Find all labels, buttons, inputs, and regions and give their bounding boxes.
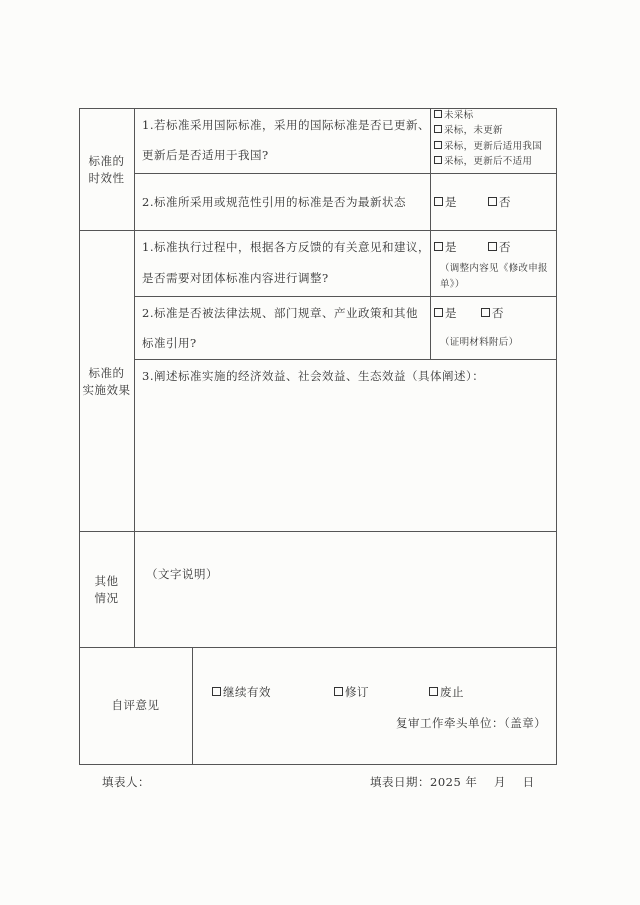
no-label: 否 <box>492 306 504 320</box>
table-top-border <box>79 108 557 109</box>
s4-seal-text: 复审工作牵头单位：（盖章） <box>396 716 547 730</box>
s1-option-not-adopted[interactable] <box>434 109 473 123</box>
s4-opt-continue[interactable] <box>212 684 271 700</box>
section4-label: 自评意见 <box>111 698 160 712</box>
s2-question-1: 1.标准执行过程中，根据各方反馈的有关意见和建议， <box>142 240 430 254</box>
s1-q2-no[interactable] <box>488 194 511 210</box>
table-right-border <box>556 108 557 765</box>
s1-question-1: 1.若标准采用国际标准，采用的国际标准是否已更新、 <box>142 118 430 132</box>
checkbox-icon[interactable] <box>434 125 442 133</box>
s1-option-label: 采标，更新后适用我国 <box>444 141 543 152</box>
checkbox-icon[interactable] <box>488 197 497 206</box>
s2-question-3: 3.阐述标准实施的经济效益、社会效益、生态效益（具体阐述）： <box>142 369 485 383</box>
section1-label-line1: 标准的 <box>88 154 125 168</box>
section3-label-line1: 其他 <box>94 574 119 588</box>
s2-q2-yes[interactable] <box>434 305 457 321</box>
opt-label: 继续有效 <box>223 685 271 699</box>
s2-q1-yes[interactable] <box>434 239 457 255</box>
label-column-divider <box>134 108 135 647</box>
s1-option-updated-applicable[interactable] <box>434 140 542 154</box>
s2-q1-no[interactable] <box>488 239 511 255</box>
row-line-s3-end <box>79 647 557 648</box>
section4-column-divider <box>192 647 193 764</box>
no-label: 否 <box>499 240 511 254</box>
s2-q2-note: （证明材料附后） <box>440 337 519 348</box>
s2-q2-no[interactable] <box>481 305 504 321</box>
answer-column-divider-1 <box>430 108 431 359</box>
s1-option-label: 未采标 <box>444 110 474 121</box>
section1-label-line2: 时效性 <box>88 171 125 185</box>
row-line-s1-end <box>79 230 557 231</box>
row-line-s1-mid <box>134 173 556 174</box>
section3-label-line2: 情况 <box>94 591 119 605</box>
checkbox-icon[interactable] <box>488 242 497 251</box>
checkbox-icon[interactable] <box>212 687 221 696</box>
s2-question-1-cont: 是否需要对团体标准内容进行调整? <box>142 271 329 285</box>
section3-label <box>79 573 134 607</box>
section2-label-line2: 实施效果 <box>82 383 131 397</box>
s1-option-label: 采标，未更新 <box>444 125 503 136</box>
no-label: 否 <box>499 195 511 209</box>
checkbox-icon[interactable] <box>434 141 442 149</box>
checkbox-icon[interactable] <box>429 687 438 696</box>
checkbox-icon[interactable] <box>434 156 442 164</box>
s1-question-1-cont: 更新后是否适用于我国? <box>142 148 269 162</box>
checkbox-icon[interactable] <box>434 308 443 317</box>
s2-question-2-cont: 标准引用? <box>142 336 197 350</box>
filler-label: 填表人： <box>102 775 150 789</box>
section2-label-line1: 标准的 <box>88 366 125 380</box>
s2-q1-note-2: 单》） <box>440 279 465 290</box>
s4-opt-revise[interactable] <box>334 684 369 700</box>
s1-option-label: 采标，更新后不适用 <box>444 156 533 167</box>
row-line-s2-end <box>79 531 557 532</box>
yes-label: 是 <box>445 195 457 209</box>
checkbox-icon[interactable] <box>334 687 343 696</box>
row-line-s2-q2 <box>134 359 556 360</box>
checkbox-icon[interactable] <box>434 242 443 251</box>
s2-q1-note-1: （调整内容见《修改申报 <box>440 263 548 274</box>
s1-option-adopted-not-updated[interactable] <box>434 124 503 138</box>
table-bottom-border <box>79 764 557 765</box>
fill-date: 填表日期：2025 年 月 日 <box>370 775 535 789</box>
opt-label: 废止 <box>440 685 464 699</box>
opt-label: 修订 <box>345 685 369 699</box>
s3-text: （文字说明） <box>146 567 218 581</box>
s1-question-2: 2.标准所采用或规范性引用的标准是否为最新状态 <box>142 195 406 209</box>
yes-label: 是 <box>445 240 457 254</box>
row-line-s2-q1 <box>134 296 556 297</box>
checkbox-icon[interactable] <box>481 308 490 317</box>
s1-q2-yes[interactable] <box>434 194 457 210</box>
s2-question-2: 2.标准是否被法律法规、部门规章、产业政策和其他 <box>142 306 418 320</box>
checkbox-icon[interactable] <box>434 110 442 118</box>
section1-label <box>79 153 134 187</box>
table-left-border <box>79 108 80 765</box>
s4-opt-abolish[interactable] <box>429 684 464 700</box>
checkbox-icon[interactable] <box>434 197 443 206</box>
s1-option-updated-not-applicable[interactable] <box>434 155 532 169</box>
yes-label: 是 <box>445 306 457 320</box>
section2-label <box>79 365 134 399</box>
